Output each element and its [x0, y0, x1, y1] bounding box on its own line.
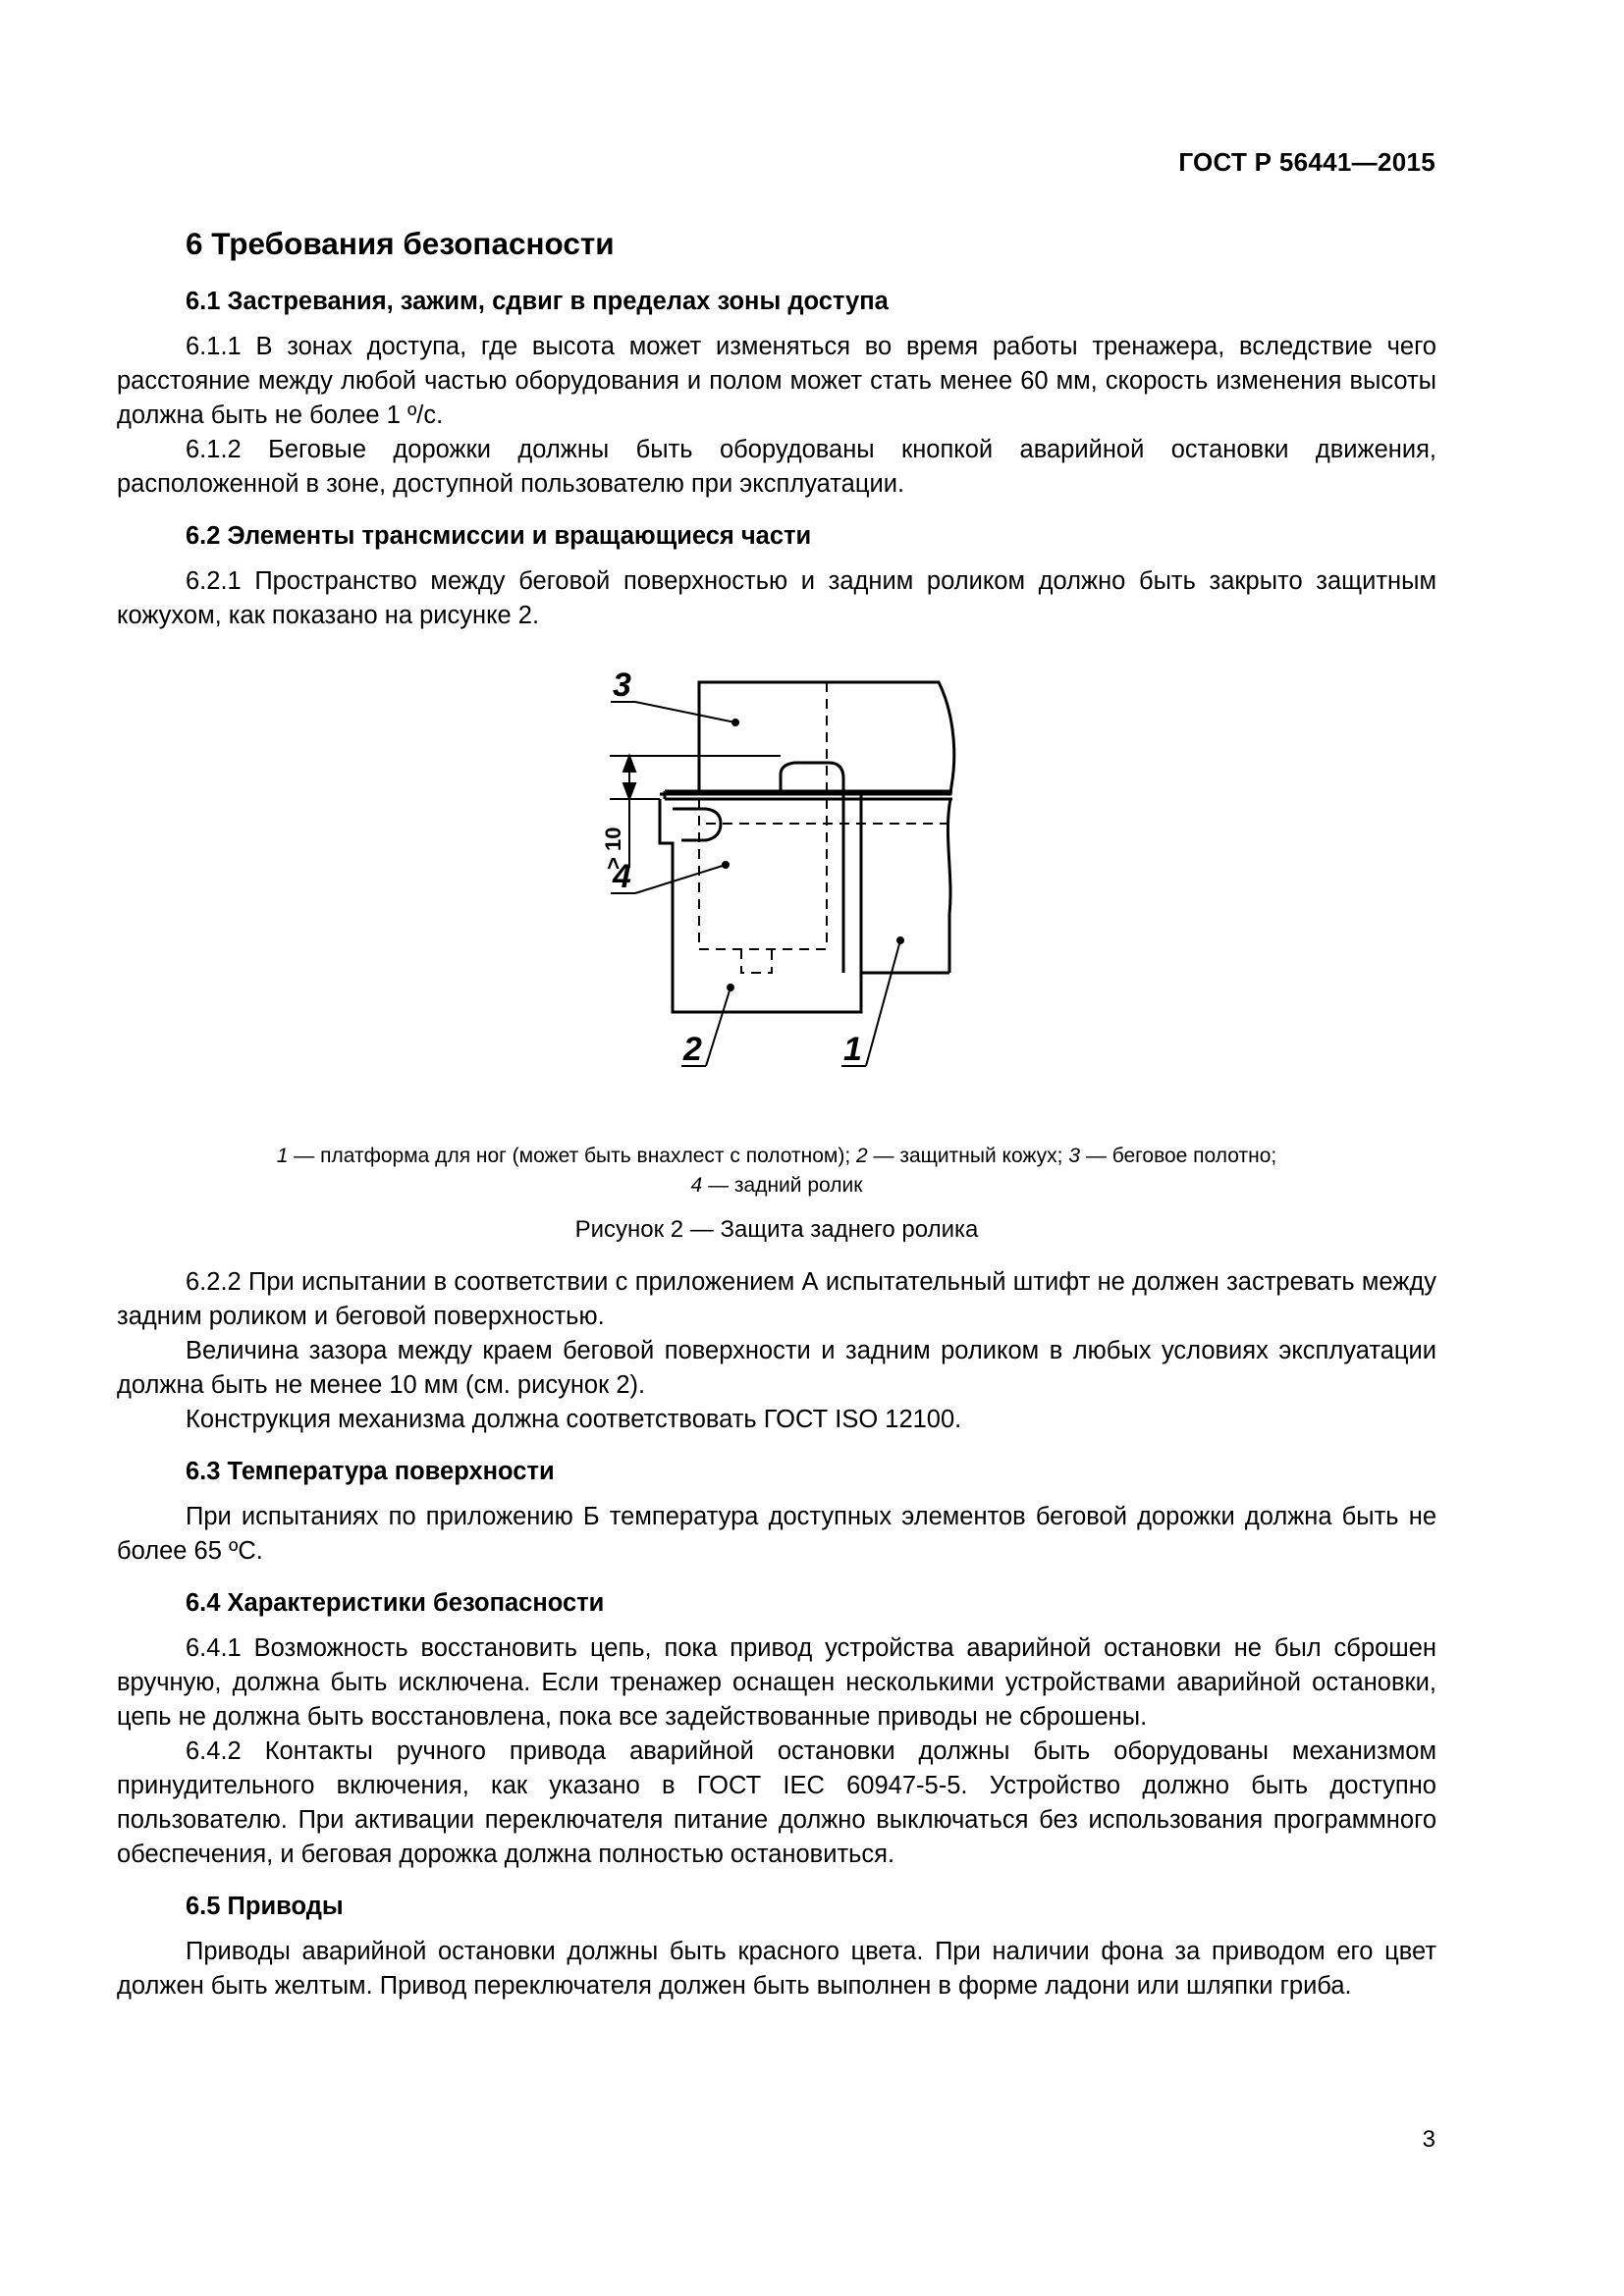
paragraph-6-1-2: 6.1.2 Беговые дорожки должны быть оборудованы кнопкой аварийной остановки движения, расположенной в зоне, доступной пользователю при эксплуатации.	[117, 436, 1436, 498]
belt-outline	[660, 682, 954, 794]
figure-legend	[117, 1142, 1436, 1201]
paragraph-6-4-1: 6.4.1 Возможность восстановить цепь, пока привод устройства аварийной остановки не был сброшен вручную, должна быть исключена. Если тренажер оснащен несколькими устройствами аварийной остановки, цепь не должна быть восстановлена, пока все задействованные приводы не сброшены.	[117, 1634, 1436, 1731]
legend-line-2	[117, 1171, 1436, 1201]
roller-dash-box	[741, 949, 772, 973]
dim-arrow-bottom	[623, 783, 635, 799]
dim-arrow-top	[623, 756, 635, 772]
paragraph-6-3: При испытаниях по приложению Б температура доступных элементов беговой дорожки должна быть не более 65 ºС.	[117, 1503, 1436, 1565]
paragraph-6-4-2: 6.4.2 Контакты ручного привода аварийной остановки должны быть оборудованы механизмом принудительного включения, как указано в ГОСТ IEC 60947-5-5. Устройство должно быть доступно пользователю. При активации переключателя питание должно выключаться без использования программного обеспечения, и беговая дорожка должна полностью остановиться.	[117, 1737, 1436, 1868]
legend-text-3: — беговое полотно;	[1080, 1145, 1277, 1167]
legend-text-2: — защитный кожух;	[867, 1145, 1069, 1167]
legend-num-1: 1	[276, 1145, 289, 1167]
rear-roller-diagram	[117, 649, 1436, 1140]
paragraph-6-2-1: 6.2.1 Пространство между беговой поверхностью и задним роликом должно быть закрыто защитным кожухом, как показано на рисунке 2.	[117, 567, 1436, 629]
figure-2	[117, 649, 1436, 1140]
paragraph-6-2-2: 6.2.2 При испытании в соответствии с приложением А испытательный штифт не должен застревать между задним роликом и беговой поверхностью.	[117, 1268, 1436, 1330]
leader-4	[635, 865, 726, 893]
page-number: 3	[1422, 2126, 1435, 2153]
subsection-6-5-title: 6.5 Приводы	[186, 1893, 344, 1920]
paragraph-6-1-1: 6.1.1 В зонах доступа, где высота может изменяться во время работы тренажера, вследствие чего расстояние между любой частью оборудования и полом может стать менее 60 мм, скорость изменения высоты должна быть не более 1 º/с.	[117, 333, 1436, 429]
paragraph-6-2-2-standard: Конструкция механизма должна соответствовать ГОСТ ISO 12100.	[186, 1406, 962, 1433]
legend-text-1: — платформа для ног (может быть внахлест с полотном);	[288, 1145, 856, 1167]
leader-4-dot	[723, 862, 729, 868]
label-4: 4	[613, 858, 631, 895]
leader-3	[635, 702, 735, 722]
figure-caption: Рисунок 2 — Защита заднего ролика	[574, 1216, 979, 1243]
paragraph-6-5: Приводы аварийной остановки должны быть красного цвета. При наличии фона за приводом его цвет должен быть желтым. Привод переключателя должен быть выполнен в форме ладони или шляпки гриба.	[117, 1938, 1436, 2000]
legend-num-2: 2	[855, 1145, 868, 1167]
page-content	[117, 222, 1436, 2003]
label-2: 2	[683, 1031, 702, 1068]
leader-2-dot	[728, 985, 733, 990]
legend-line-1	[117, 1142, 1436, 1171]
section-title: 6 Требования безопасности	[186, 226, 615, 261]
dimension-label: > 10	[601, 827, 625, 870]
leader-1	[866, 940, 900, 1066]
legend-num-4: 4	[690, 1174, 703, 1197]
legend-text-4: — задний ролик	[702, 1174, 863, 1197]
subsection-6-2-title: 6.2 Элементы трансмиссии и вращающиеся части	[186, 522, 812, 550]
leader-1-dot	[897, 937, 903, 943]
subsection-6-4-title: 6.4 Характеристики безопасности	[186, 1589, 605, 1617]
label-1: 1	[843, 1031, 862, 1068]
paragraph-6-2-2-gap: Величина зазора между краем беговой поверхности и задним роликом в любых условиях эксплуатации должна быть не менее 10 мм (см. рисунок 2).	[117, 1337, 1436, 1399]
leader-2	[706, 988, 731, 1066]
belt-right-break	[947, 799, 950, 973]
legend-num-3: 3	[1068, 1145, 1081, 1167]
subsection-6-1-title: 6.1 Застревания, зажим, сдвиг в пределах зоны доступа	[186, 288, 889, 315]
subsection-6-3-title: 6.3 Температура поверхности	[186, 1458, 555, 1485]
label-3: 3	[613, 667, 631, 704]
leader-3-dot	[732, 720, 738, 725]
document-code: ГОСТ Р 56441—2015	[1178, 147, 1435, 177]
